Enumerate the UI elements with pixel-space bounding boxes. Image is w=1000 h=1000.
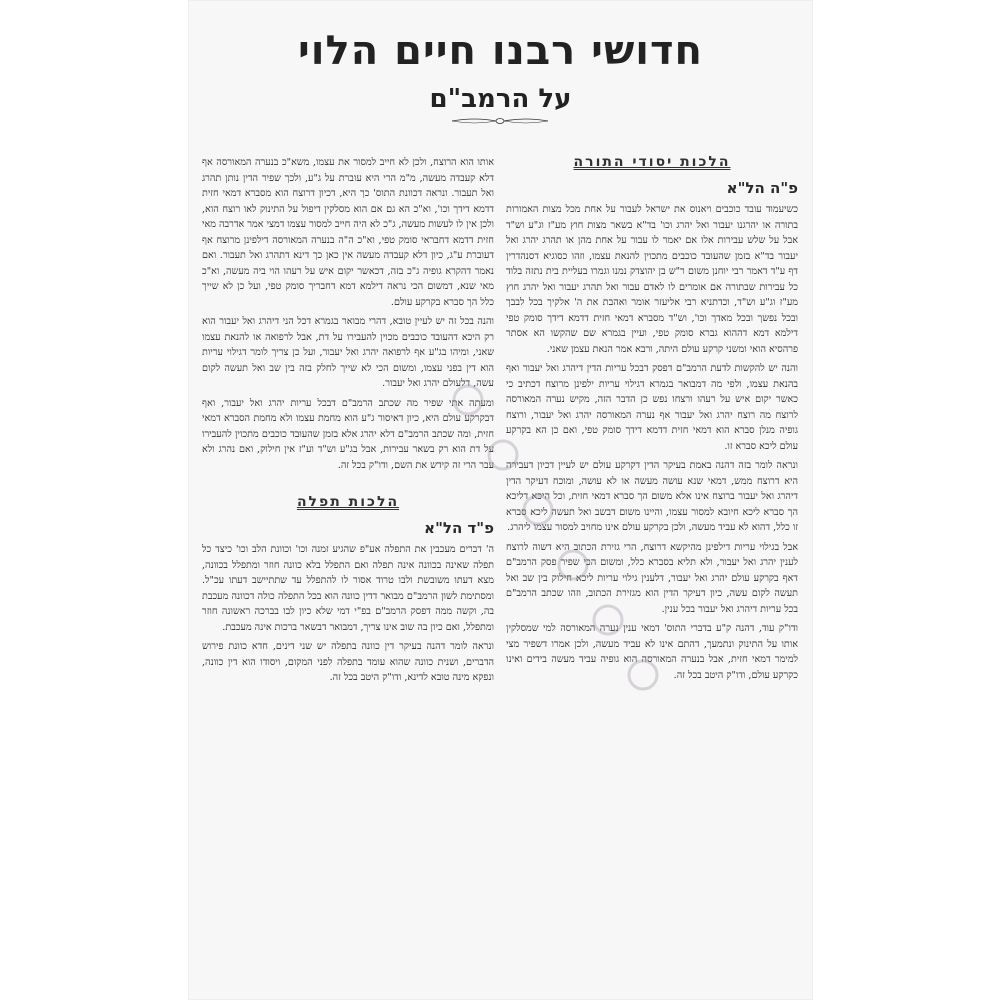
paragraph: ודו"ק עוד, דהנה ק"ע בדברי התוס' דמאי ענין נערה המאורסה למי שמסלקין אותו על התינוק ונתמעך, דהתם אינו לא עביד מעשה, ולכן אמרו דשפיר מצי למימר דמאי חזית, אבל בנערה המאורסה הוא גופיה עביד מעשה בידים ואינו כקרקע עולם, ודו"ק היטב בכל זה. [506, 623, 798, 681]
title-ornament-icon [450, 116, 550, 126]
paragraph: כשיעמוד עובד כוכבים ויאנוס את ישראל לעבור על אחת מכל מצות האמורות בתורה או יהרגנו יעבור ואל יהרג וכו' בד"א בשאר מצות חוץ מע"ז וג"ע וש"ד אבל על שלש עבירות אלו אם יאמר לו עבור על אחת מהן או תהרג יהרג ואל יעבור בד"א בזמן שהעובד כוכבים מתכוין להנאת עצמו, וזהו כסוגיא דסנהדרין דף ע"ד דאמר רבי יוחנן משום ר"ש בן יהוצדק נמנו וגמרו בעליית בית נתזה בלוד כל עבירות שבתורה אם אומרים לו לאדם עבור ואל תהרג יעבור ואל יהרג חוץ מע"ז וג"ע וש"ד, וכדתניא רבי אליעזר אומר ואהבת את ה' אלקיך בכל לבבך ובכל נפשך ובכל מאדך וכו', וש"ד מסברא דמאי חזית דדמא דידך סומק טפי דילמא דמא דההוא גברא סומק טפי, ועיין בגמרא שם שהקשו הא אסתר פרהסיא הואי ומשני קרקע עולם היתה, ורבא אמר הנאת עצמן שאני. [506, 204, 798, 355]
paragraph: אותו הוא הרוצח, ולכן לא חייב למסור את עצמו, משא"כ בנערה המאורסה אף דלא קעבדה מעשה, מ"מ הרי היא עוברת על ג"ע, ולכך שפיר הדין נותן תהרג ואל תעבור. ונראה דכוונת התוס' כך היא, דכיון דרוצח הוא מסברא דמאי חזית דדמא דידך וכו', וא"כ הא גם אם הוא מסלקין דיפול על התינוק לאו רוצח הוא, ולכן אין לו לעשות מעשה, ג"כ לא היה חייב למסור עצמו דמצי אמר אדרבה מאי חזית דדמא דחבראי סומק טפי, וא"כ ה"ה בנערה המאורסה דילפינן מרוצח אף דעוברת ע"ג, כיון דלא קעבדה מעשה אין כאן כך דינא דתהרג ואל תעבור. ואם נאמר דהקרא גופיה ג"כ בזה, דכאשר יקום איש על רעהו הוי ביה מעשה, וא"כ מאי שנא, דמשום הכי נראה דילמא דמא דחבריך סומק טפי, ועל כן לא שייך כלל הך סברא בקרקע עולם. [202, 157, 494, 308]
section-heading-yesodei-hatorah: הלכות יסודי התורה [573, 154, 731, 170]
paragraph: ונראה לומר בזה דהנה באמת בעיקר הדין דקרקע עולם יש לעיין דכיון דעבירה היא דרוצח ממש, דמאי שנא עושה מעשה או לא עושה, ומוכח דעיקר הדין דיהרג ואל יעבור ברוצח אינו אלא משום הך סברא דמאי חזית, וכל היכא דליכא הך סברא ליכא חיובא למסור עצמו, והיינו משום דבשב ואל תעשה ליכא סברא זו כלל, דהוא לא עביד מעשה, ולכן בקרקע עולם אינו מחויב למסור עצמו ליהרג. [506, 460, 798, 533]
paragraph-lead [202, 518, 494, 539]
paragraph-lead [506, 178, 798, 199]
left-column [202, 155, 494, 690]
paragraph: ומעתה אתי שפיר מה שכתב הרמב"ם דבכל עריות יהרג ואל יעבור, ואף דבקרקע עולם היא, כיון דאיסור ג"ע הוא מחמת עצמו ולא מחמת הסברא דמאי חזית, ומה שכתב הרמב"ם דלא יהרג אלא בזמן שהעובד כוכבים מתכוין להעבירו על דת הוא רק בשאר עבירות, אבל בג"ע וש"ד וע"ז אין חילוק, ואם נהרג ולא עבר הרי זה קידש את השם, ודו"ק בכל זה. [202, 397, 494, 471]
paragraph: והנה יש להקשות לדעת הרמב"ם דפסק דבכל עריות הדין דיהרג ואל יעבור ואף בהנאת עצמו, ולפי מה דמבואר בגמרא דגילוי עריות ילפינן מרוצח דכתיב כי כאשר יקום איש על רעהו ורצחו נפש כן הדבר הזה, מקיש נערה המאורסה לרוצח מה רוצח יהרג ואל יעבור אף נערה המאורסה יהרג ואל יעבור, ורוצח גופיה מנלן סברא הוא דמאי חזית דדמא דידך סומק טפי, ואם כן הא בקרקע עולם ליכא סברא זו. [506, 363, 798, 452]
halacha-lead: פ"ה הל"א [726, 178, 798, 197]
section-heading-tefillah: הלכות תפלה [296, 494, 400, 510]
paragraph: ה' דברים מעכבין את התפלה אע"פ שהגיע זמנה וכו' וכוונת הלב וכו' כיצד כל תפלה שאינה בכוונה אינה תפלה ואם התפלל בלא כוונה חוזר ומתפלל בכוונה, מצא דעתו משובשת ולבו טרוד אסור לו להתפלל עד שתתיישב דעתו עכ"ל. ומסתימת לשון הרמב"ם מבואר דדין כוונה הוא בכל התפלה כולה דכוונה מעכבת בה, וקשה ממה דפסק הרמב"ם בפ"י דמי שלא כיון לבו בברכה ראשונה חוזר ומתפלל, ואם כיון בה שוב אינו צריך, דמבואר דבשאר ברכות אינה מעכבת. [202, 544, 494, 633]
book-page [188, 0, 813, 1000]
right-column [506, 155, 798, 687]
page-title: חדושי רבנו חיים הלוי [297, 28, 704, 74]
halacha-lead: פ"ד הל"א [424, 518, 494, 537]
page-subtitle: על הרמב"ם [429, 84, 572, 114]
paragraph: והנה בכל זה יש לעיין טובא, דהרי מבואר בגמרא דכל הני דיהרג ואל יעבור הוא רק היכא דהעובד כוכבים מכוין להעבירו על דת, אבל לרפואה או להנאת עצמו שאני, ומיהו בג"ע אף לרפואה יהרג ואל יעבור, ועל כן צריך לומר דגילוי עריות הוא דין בפני עצמו, ומשום הכי לא שייך לחלק בזה בין שב ואל תעשה לקום עשה, דלעולם יהרג ואל יעבור. [202, 316, 494, 389]
paragraph: ונראה לומר דהנה בעיקר דין כוונה בתפלה יש שני דינים, חדא כוונת פירוש הדברים, ושנית כוונה שהוא עומד בתפלה לפני המקום, ויסודו הוא דין כוונה, ונפקא מינה טובא לדינא, ודו"ק היטב בכל זה. [202, 641, 494, 683]
paragraph: אבל בגילוי עריות דילפינן מהיקשא דרוצח, הרי גזירת הכתוב היא דשוה לרוצח לענין יהרג ואל יעבור, ולא תליא בסברא כלל, ומשום הכי שפיר פסק הרמב"ם דאף בקרקע עולם יהרג ואל יעבור, דלענין גילוי עריות ליכא חילוק בין שב ואל תעשה לקום עשה, כיון דעיקר הדין הוא מגזירת הכתוב, וזהו שכתב הרמב"ם בכל עריות דיהרג ואל יעבור בכל ענין. [506, 541, 798, 615]
